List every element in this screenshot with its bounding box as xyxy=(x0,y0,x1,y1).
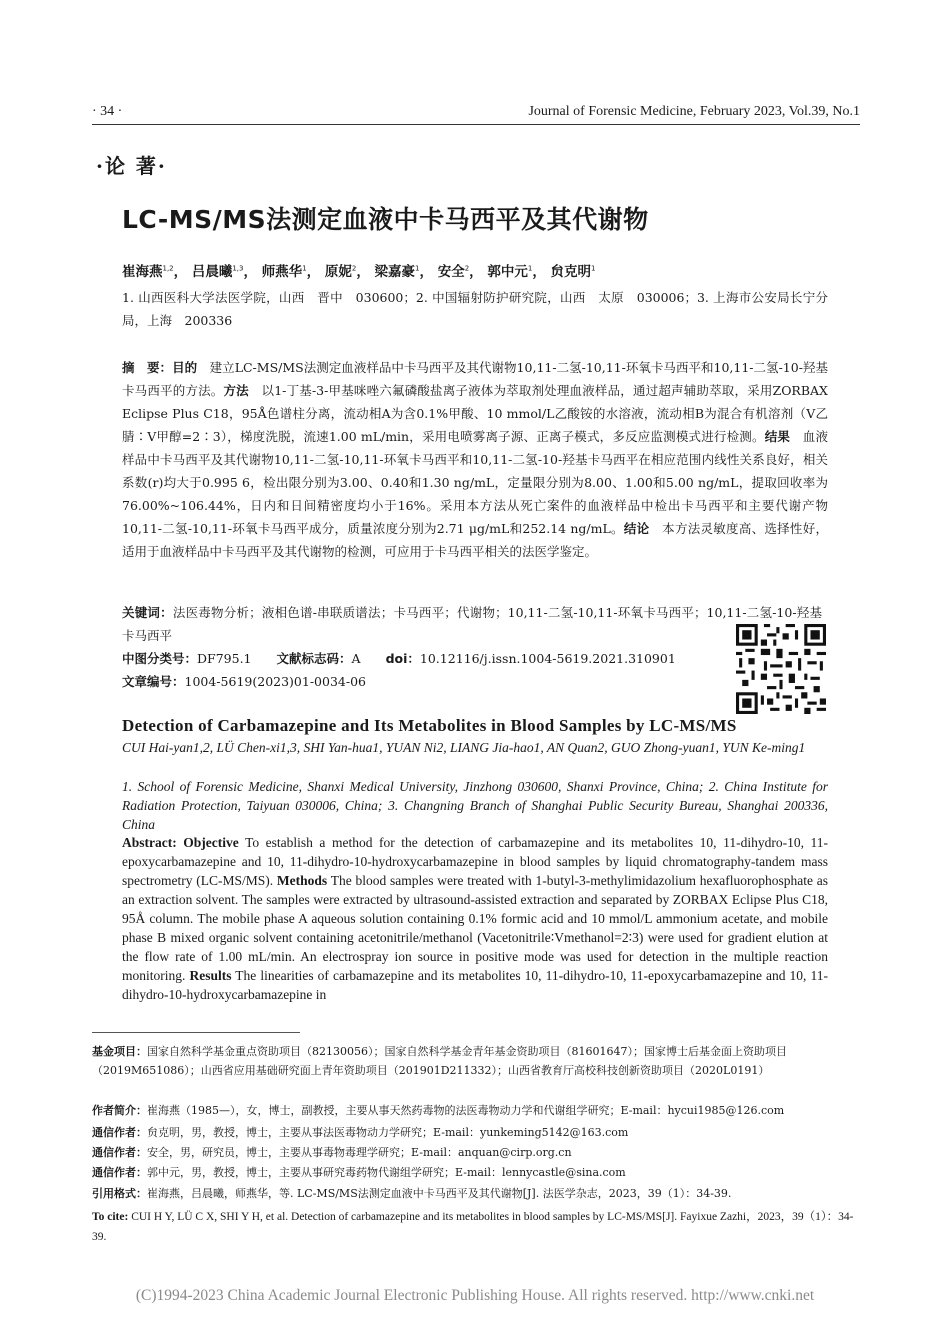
meta-line: 中图分类号：DF795.1 文献标志码：A doi：10.12116/j.issn.1004-5619.2021.310901 xyxy=(122,651,676,666)
abstract-cn: 摘 要：目的 建立LC-MS/MS法测定血液样品中卡马西平及其代谢物10,11-二氢-10,11-环氧卡马西平和10,11-二氢-10-羟基卡马西平的方法。方法 以1-丁基-3-甲基咪唑六氟磷酸盐离子液体为萃取剂处理血液样品，通过超声辅助萃取，采用ZORBAX Eclipse Plus C18，95Å色谱柱分离，流动相A为含0.1%甲酸、10 mmol/L乙酸铵的水溶液，流动相B为混合有机溶剂（V乙腈∶V甲醇=2∶3），梯度洗脱，流速1.00 mL/min，采用电喷雾离子源、正离子模式，多反应监测模式进行检测。结果 血液样品中卡马西平及其代谢物10,11-二氢-10,11-环氧卡马西平和10,11-二氢-10-羟基卡马西平在相应范围内线性关系良好，相关系数(r)均大于0.995 6，检出限分别为3.00、0.40和1.30 ng/mL，定量限分别为8.00、1.00和5.00 ng/mL，提取回收率为76.00%~106.44%，日内和日间精密度均小于16%。采用本方法从死亡案件的血液样品中检出卡马西平和主要代谢产物10,11-二氢-10,11-环氧卡马西平成分，质量浓度分别为2.71 μg/mL和252.14 ng/mL。结论 本方法灵敏度高、选择性好，适用于血液样品中卡马西平及其代谢物的检测，可应用于卡马西平相关的法医学鉴定。 xyxy=(122,360,828,559)
author: 郭中元 xyxy=(487,264,528,280)
corresponding-author: 通信作者：郭中元，男，教授，博士，主要从事研究毒药物代谢组学研究；E-mail：lennycastle@sina.com xyxy=(92,1166,626,1179)
author: 贠克明 xyxy=(550,264,592,280)
corresponding-author: 通信作者：贠克明，男，教授，博士，主要从事法医毒物动力学研究；E-mail：yunkeming5142@163.com xyxy=(92,1126,629,1139)
authors-en: CUI Hai-yan1,2, LÜ Chen-xi1,3, SHI Yan-hua1, YUAN Ni2, LIANG Jia-hao1, AN Quan2, GUO Zhong-yuan1, YUN Ke-ming1 xyxy=(122,740,806,755)
author: 崔海燕 xyxy=(122,264,163,280)
citation-cn: 引用格式：崔海燕，吕晨曦，师燕华，等. LC-MS/MS法测定血液中卡马西平及其代谢物[J]. 法医学杂志，2023，39（1）：34-39. xyxy=(92,1187,732,1200)
copyright-watermark: (C)1994-2023 China Academic Journal Electronic Publishing House. All rights reserved. http://www.cnki.net xyxy=(135,1287,815,1304)
section-label: ·论 著· xyxy=(96,154,167,178)
article-number: 文章编号：1004-5619(2023)01-0034-06 xyxy=(122,674,366,689)
header-rule xyxy=(92,124,860,125)
author: 梁嘉豪 xyxy=(374,264,416,280)
abstract-en: Abstract: Objective To establish a method for the detection of carbamazepine and its metabolites 10, 11-dihydro-10, 11-epoxycarbamazepine and 10, 11-dihydro-10-hydroxycarbamazepine in blood samples by liquid chromatography-tandem mass spectrometry (LC-MS/MS). Methods The blood samples were treated with 1-butyl-3-methylimidazolium hexafluorophosphate as an extraction solvent. The samples were extracted by ultrasound-assisted extraction and separated by ZORBAX Eclipse Plus C18, 95Å column. The mobile phase A aqueous solution containing 0.1% formic acid and 10 mmol/L ammonium acetate, and mobile phase B mixed organic solvent containing acetonitrile/methanol (Vacetonitrile∶Vmethanol=2∶3) were used for gradient elution at the flow rate of 1.00 mL/min. An electrospray ion source in positive mode was used for detection in the multiple reaction monitoring. Results The linearities of carbamazepine and its metabolites 10, 11-dihydro-10, 11-epoxycarbamazepine and 10, 11-dihydro-10-hydroxycarbamazepine in xyxy=(122,835,828,1002)
author: 安全 xyxy=(437,264,465,280)
page-number: · 34 · xyxy=(92,104,123,119)
footnote-rule xyxy=(92,1032,300,1033)
fund-note: 基金项目：国家自然科学基金重点资助项目（82130056）；国家自然科学基金青年基金资助项目（81601647）；国家博士后基金面上资助项目（2019M651086）；山西省应用基础研究面上青年资助项目（201901D211332）；山西省教育厅高校科技创新资助项目（2020L0191） xyxy=(92,1045,787,1077)
qr-code-icon[interactable] xyxy=(736,624,826,714)
author: 原妮 xyxy=(324,264,352,280)
article-title-cn: LC-MS/MS法测定血液中卡马西平及其代谢物 xyxy=(122,205,649,234)
authors-cn: 崔海燕$^{1,2}$， 吕晨曦$^{1,3}$， 师燕华$^1$， 原妮$^2$， 梁嘉豪$^1$， 安全$^2$， 郭中元$^1$， 贠克明$^1$ xyxy=(122,264,596,280)
corresponding-author: 通信作者：安全，男，研究员，博士，主要从事毒物毒理学研究；E-mail：anquan@cirp.org.cn xyxy=(92,1146,572,1159)
citation-en: To cite: CUI H Y, LÜ C X, SHI Y H, et al. Detection of carbamazepine and its metabolites in blood samples by LC-MS/MS[J]. Fayixue Zazhi，2023，39（1）：34-39. xyxy=(92,1211,854,1243)
keywords: 关键词：法医毒物分析；液相色谱-串联质谱法；卡马西平；代谢物；10,11-二氢-10,11-环氧卡马西平；10,11-二氢-10-羟基卡马西平 xyxy=(122,605,822,643)
article-title-en: Detection of Carbamazepine and Its Metabolites in Blood Samples by LC-MS/MS xyxy=(122,716,737,735)
journal-header: Journal of Forensic Medicine, February 2023, Vol.39, No.1 xyxy=(528,104,860,119)
affiliations-en: 1. School of Forensic Medicine, Shanxi Medical University, Jinzhong 030600, Shanxi Province, China; 2. China Institute for Radiation Protection, Taiyuan 030006, China; 3. Changning Branch of Shanghai Public Security Bureau, Shanghai 200336, China xyxy=(122,779,828,832)
author-bio: 作者简介：崔海燕（1985—），女，博士，副教授，主要从事天然药毒物的法医毒物动力学和代谢组学研究；E-mail：hycui1985@126.com xyxy=(92,1104,785,1117)
author: 吕晨曦 xyxy=(191,264,233,280)
affiliations-cn: 1. 山西医科大学法医学院，山西 晋中 030600；2. 中国辐射防护研究院，山西 太原 030006；3. 上海市公安局长宁分局，上海 200336 xyxy=(122,290,828,328)
author: 师燕华 xyxy=(261,264,303,280)
